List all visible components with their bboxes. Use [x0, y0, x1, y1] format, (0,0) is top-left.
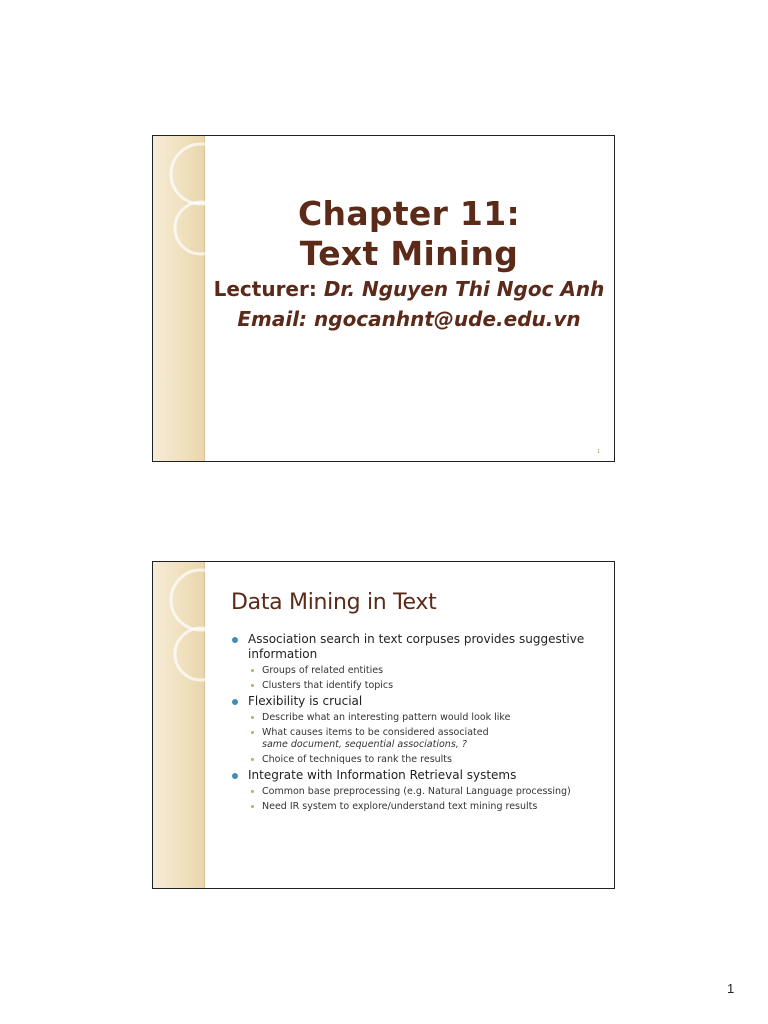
email-line [204, 304, 614, 334]
sub-bullet-item: Clusters that identify topics [231, 680, 604, 692]
content-slide [152, 561, 615, 889]
lecturer-label: Lecturer: [213, 277, 324, 301]
bullet-item: Flexibility is crucial [231, 694, 604, 709]
topic-title: Text Mining [299, 234, 519, 273]
slide-title: Data Mining in Text [231, 590, 437, 615]
sub-bullet-item: Groups of related entities [231, 665, 604, 677]
sub-bullet-item: Describe what an interesting pattern would look like [231, 712, 604, 724]
sub-bullet-item [231, 727, 604, 751]
slide-number: 1 [597, 449, 600, 455]
lecturer-name: Dr. Nguyen Thi Ngoc Anh [323, 277, 605, 301]
page-number: 1 [727, 981, 735, 996]
bullet-item: Integrate with Information Retrieval systems [231, 768, 604, 783]
sub-bullet-item: Choice of techniques to rank the results [231, 754, 604, 766]
sub-bullet-item: Need IR system to explore/understand text mining results [231, 801, 604, 813]
bullet-item: Association search in text corpuses provides suggestive information [231, 632, 604, 662]
email-text: Email: ngocanhnt@ude.edu.vn [237, 307, 581, 331]
title-slide [152, 135, 615, 462]
title-block [204, 194, 614, 334]
sub-bullet-text: What causes items to be considered associated [262, 727, 489, 738]
chapter-title: Chapter 11: [298, 194, 520, 233]
lecturer-line [204, 274, 614, 304]
bullet-list [231, 630, 604, 813]
sub-bullet-example: same document, sequential associations, ? [262, 739, 467, 750]
sub-bullet-item: Common base preprocessing (e.g. Natural Language processing) [231, 786, 604, 798]
decorative-circles-icon [153, 562, 213, 692]
